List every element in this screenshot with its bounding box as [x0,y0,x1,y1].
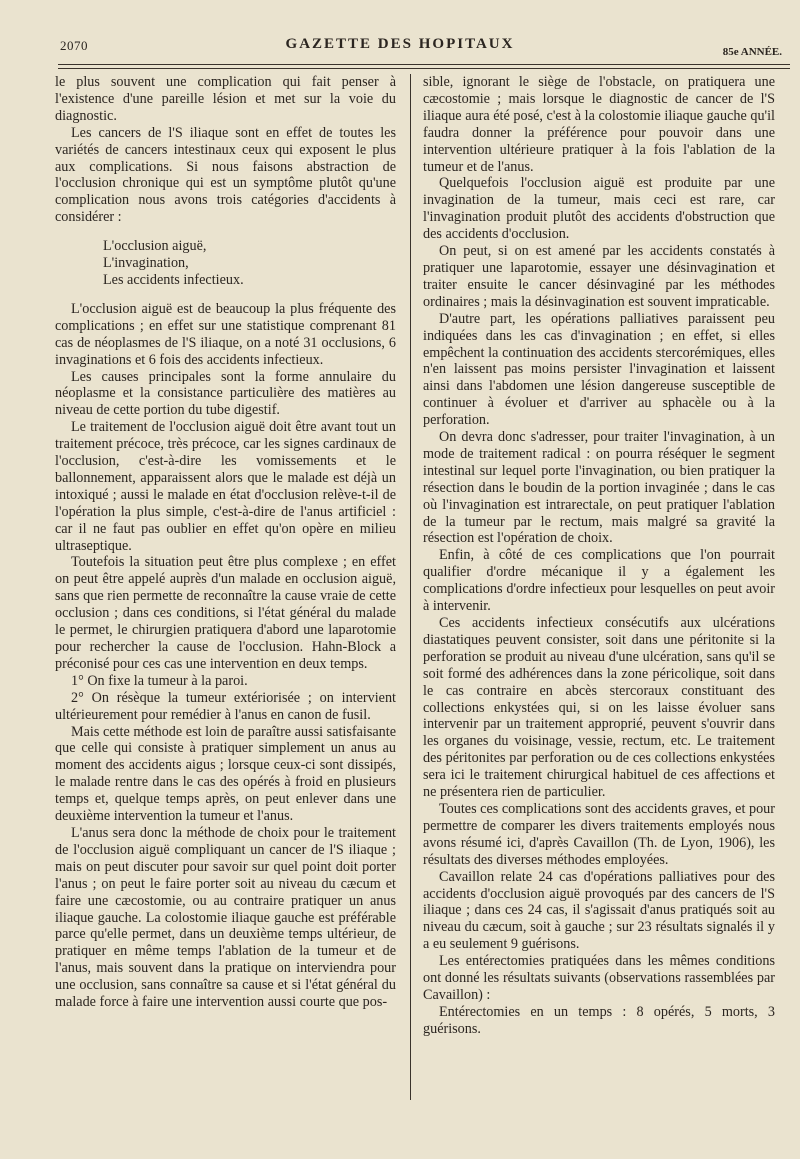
list-item: Les accidents infectieux. [103,271,244,288]
paragraph: Enfin, à côté de ces complications que l'on pourrait qualifier d'ordre mécanique il y a également les complications d'ordre infectieux pour lesquelles on peut avoir à intervenir. [423,547,775,615]
paragraph: D'autre part, les opérations palliatives paraissent peu indiquées dans les cas d'invagination ; en effet, si elles empêchent la continuation des accidents stercorémiques, elles n'en laissent pas moins persister l'invagination et laissent ainsi dans l'abdomen une lésion dangereuse susceptible de continuer à évoluer et d'arriver au sphacèle ou à la perforation. [423,310,775,429]
list-item: L'invagination, [103,255,189,272]
paragraph: Toutefois la situation peut être plus complexe ; en effet on peut être appelé auprès d'un malade en occlusion aiguë, sans que rien permette de reconnaître la cause vraie de cette occlusion ; dans ces conditions, si l'état général du malade le permet, le chirurgien pratiquera d'abord une laparotomie pour rechercher la cause de l'occlusion. Hahn-Block a préconisé pour ces cas une intervention en deux temps. [55,554,396,672]
page-number: 2070 [60,38,88,53]
paragraph: Toutes ces complications sont des accidents graves, et pour permettre de comparer les divers traitements employés nous avons résumé ici, d'après Cavaillon (Th. de Lyon, 1906), les résultats des diverses méthodes employées. [423,800,775,868]
paragraph: le plus souvent une complication qui fait penser à l'existence d'une pareille lésion et met sur la voie du diagnostic. [55,74,396,124]
paragraph: On peut, si on est amené par les accidents constatés à pratiquer une laparotomie, essayer une désinvagination et traiter ensuite le cancer désinvaginé par les méthodes ordinaires ; mais la désinvagination est souvent impraticable. [423,243,775,310]
paragraph: Quelquefois l'occlusion aiguë est produite par une invagination de la tumeur, mais ceci est rare, car l'invagination produit plutôt des accidents d'obstruction que des accidents d'occlusion. [423,175,775,243]
paragraph: 2° On résèque la tumeur extériorisée ; on intervient ultérieurement pour remédier à l'anus en canon de fusil. [55,689,396,723]
paragraph: Les causes principales sont la forme annulaire du néoplasme et la consistance particulière des matières au niveau de cette portion du tube digestif. [55,368,396,419]
complication-list [103,238,396,289]
paragraph: Le traitement de l'occlusion aiguë doit être avant tout un traitement précoce, très précoce, car les signes cardinaux de l'occlusion, c'est-à-dire les vomissements et le ballonnement, apparaissent alors que le malade est déjà un intoxiqué ; aussi le malade en état d'occlusion relève-t-il de l'opération la plus simple, c'est-à-dire de l'anus artificiel : car il ne faut pas oublier en effet qu'on opère en milieu ultraseptique. [55,419,396,554]
paragraph: L'anus sera donc la méthode de choix pour le traitement de l'occlusion aiguë compliquant un cancer de l'S iliaque ; mais on peut discuter pour savoir sur quel point doit porter l'anus ; on peut le faire porter soit au niveau du cæcum et faire une cæcostomie, ou au contraire pratiquer un anus iliaque gauche. La colostomie iliaque gauche est préférable parce qu'elle permet, dans un deuxième temps ultérieur, de pratiquer en même temps l'ablation de la tumeur et de l'anus, mais souvent dans la pratique on interviendra pour une occlusion, sans connaître sa cause et si l'état général du malade force à faire une intervention aussi courte que pos- [55,824,396,1011]
year-label: 85e ANNÉE. [722,46,782,58]
paragraph: Mais cette méthode est loin de paraître aussi satisfaisante que celle qui consiste à pratiquer simplement un anus au moment des accidents aigus ; lorsque ceux-ci sont dissipés, le malade rentre dans le cas des opérés à froid en plusieurs temps et, quelque temps après, on peut enlever dans une deuxième intervention la tumeur et l'anus. [55,723,396,825]
header-rule-double [58,68,790,69]
paragraph: L'occlusion aiguë est de beaucoup la plus fréquente des complications ; en effet sur une statistique comprenant 81 cas de néoplasmes de l'S iliaque, on a noté 31 occlusions, 6 invaginations et 6 fois des accidents infectieux. [55,300,396,368]
header-rule [58,64,790,65]
paragraph: Entérectomies en un temps : 8 opérés, 5 morts, 3 guérisons. [423,1003,775,1037]
paragraph: Les entérectomies pratiquées dans les mêmes conditions ont donné les résultats suivants (observations rassemblées par Cavaillon) : [423,953,775,1003]
paragraph: sible, ignorant le siège de l'obstacle, on pratiquera une cæcostomie ; mais lorsque le diagnostic de cancer de l'S iliaque aura été posé, c'est à la colostomie iliaque gauche qu'il faudra donner la préférence pour pouvoir dans une intervention ultérieure pratiquer à la fois l'ablation de la tumeur et de l'anus. [423,74,775,175]
journal-title: GAZETTE DES HOPITAUX [285,36,515,52]
list-item: L'occlusion aiguë, [103,238,207,255]
left-column [55,74,396,1011]
paragraph: 1° On fixe la tumeur à la paroi. [71,672,248,689]
right-column [423,74,775,1038]
paragraph: Les cancers de l'S iliaque sont en effet de toutes les variétés de cancers intestinaux ceux qui exposent le plus aux complications. Si nous faisons abstraction de l'occlusion chronique qui est un symptôme plutôt qu'une complication nous avons trois catégories d'accidents à considérer : [55,124,396,226]
paragraph: Ces accidents infectieux consécutifs aux ulcérations diastatiques peuvent consister, soit dans une péritonite si la perforation se produit au niveau d'une ulcération, sans qu'il se soit formé des adhérences dans la zone péricolique, soit dans le cas contraire en abcès stercoraux constituant des collections enkystées qui, si on les laisse évoluer sans intervenir par un traitement approprié, peuvent s'ouvrir dans les organes du voisinage, vessie, rectum, etc. Le traitement des péritonites par perforation ou de ces collections enkystées sera ici le traitement chirurgical habituel de ces affections et ne présentera rien de particulier. [423,615,775,801]
paragraph: Cavaillon relate 24 cas d'opérations palliatives pour des accidents d'occlusion aiguë provoqués par des cancers de l'S iliaque ; dans ces 24 cas, il s'agissait d'anus pratiqués soit au niveau du cæcum, soit à gauche ; sur 23 résultats signalés il y a eu seulement 9 guérisons. [423,868,775,953]
column-divider [410,74,411,1100]
paragraph: On devra donc s'adresser, pour traiter l'invagination, à un mode de traitement radical : on pourra réséquer le segment intestinal sur lequel porte l'invagination, ou bien pratiquer la résection dans le boudin de la portion invaginée ; dans le cas où l'invagination est intrarectale, on peut pratiquer l'ablation de la tumeur par le rectum, mais malgré sa gravité la résection est l'opération de choix. [423,429,775,547]
